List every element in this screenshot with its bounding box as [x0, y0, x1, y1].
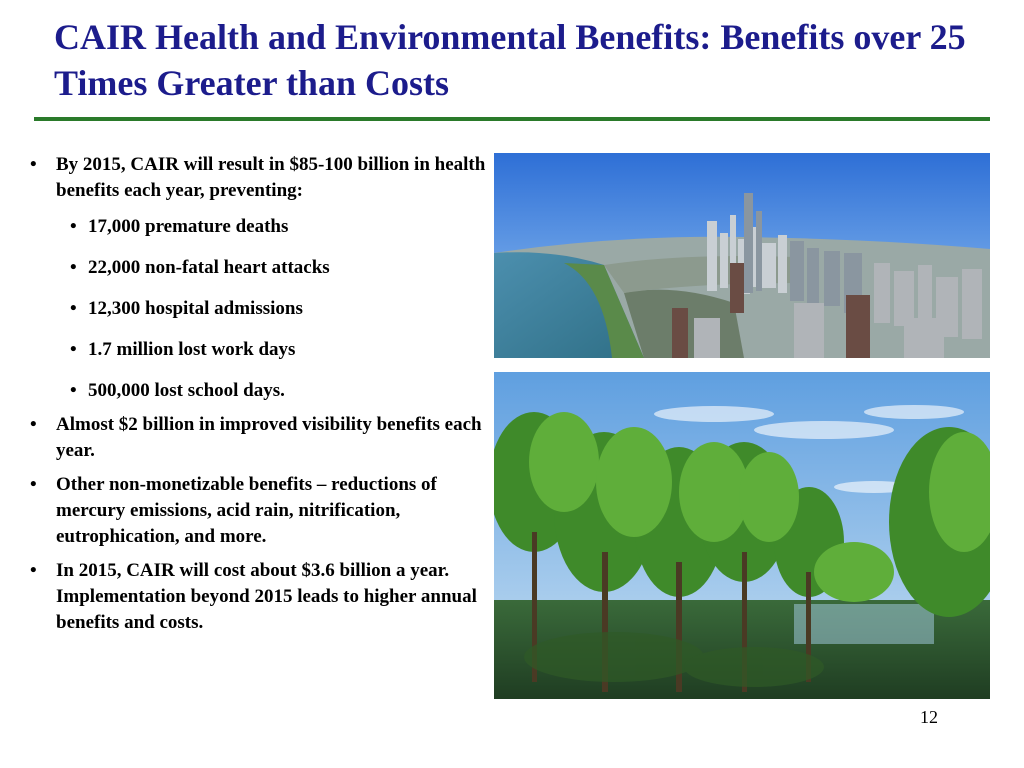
bullet-text: By 2015, CAIR will result in $85-100 billion in health benefits each year, preventing: — [56, 154, 486, 201]
city-skyline-photo — [494, 153, 990, 358]
slide-title: CAIR Health and Environmental Benefits: Benefits over 25 Times Greater than Costs — [54, 17, 966, 103]
bullet-item — [28, 152, 488, 404]
sub-bullet-list — [56, 214, 488, 404]
title-divider — [34, 117, 990, 121]
bullet-item — [28, 412, 488, 464]
bullet-item — [28, 558, 488, 636]
bullet-text: Other non-monetizable benefits – reductions of mercury emissions, acid rain, nitrification, eutrophication, and more. — [56, 474, 437, 547]
sub-bullet-item: • 12,300 hospital admissions — [56, 296, 488, 322]
bullet-text: Almost $2 billion in improved visibility benefits each year. — [56, 414, 482, 461]
sub-bullet-item: • 22,000 non-fatal heart attacks — [56, 255, 488, 281]
page-number: 12 — [920, 707, 938, 727]
bullet-list — [28, 152, 488, 644]
sub-bullet-item: • 500,000 lost school days. — [56, 378, 488, 404]
sub-bullet-item: • 1.7 million lost work days — [56, 337, 488, 363]
bullet-text: In 2015, CAIR will cost about $3.6 billion a year. Implementation beyond 2015 leads to higher annual benefits and costs. — [56, 560, 477, 633]
bullet-item — [28, 472, 488, 550]
forest-wetland-photo — [494, 372, 990, 699]
sub-bullet-item: • 17,000 premature deaths — [56, 214, 488, 240]
